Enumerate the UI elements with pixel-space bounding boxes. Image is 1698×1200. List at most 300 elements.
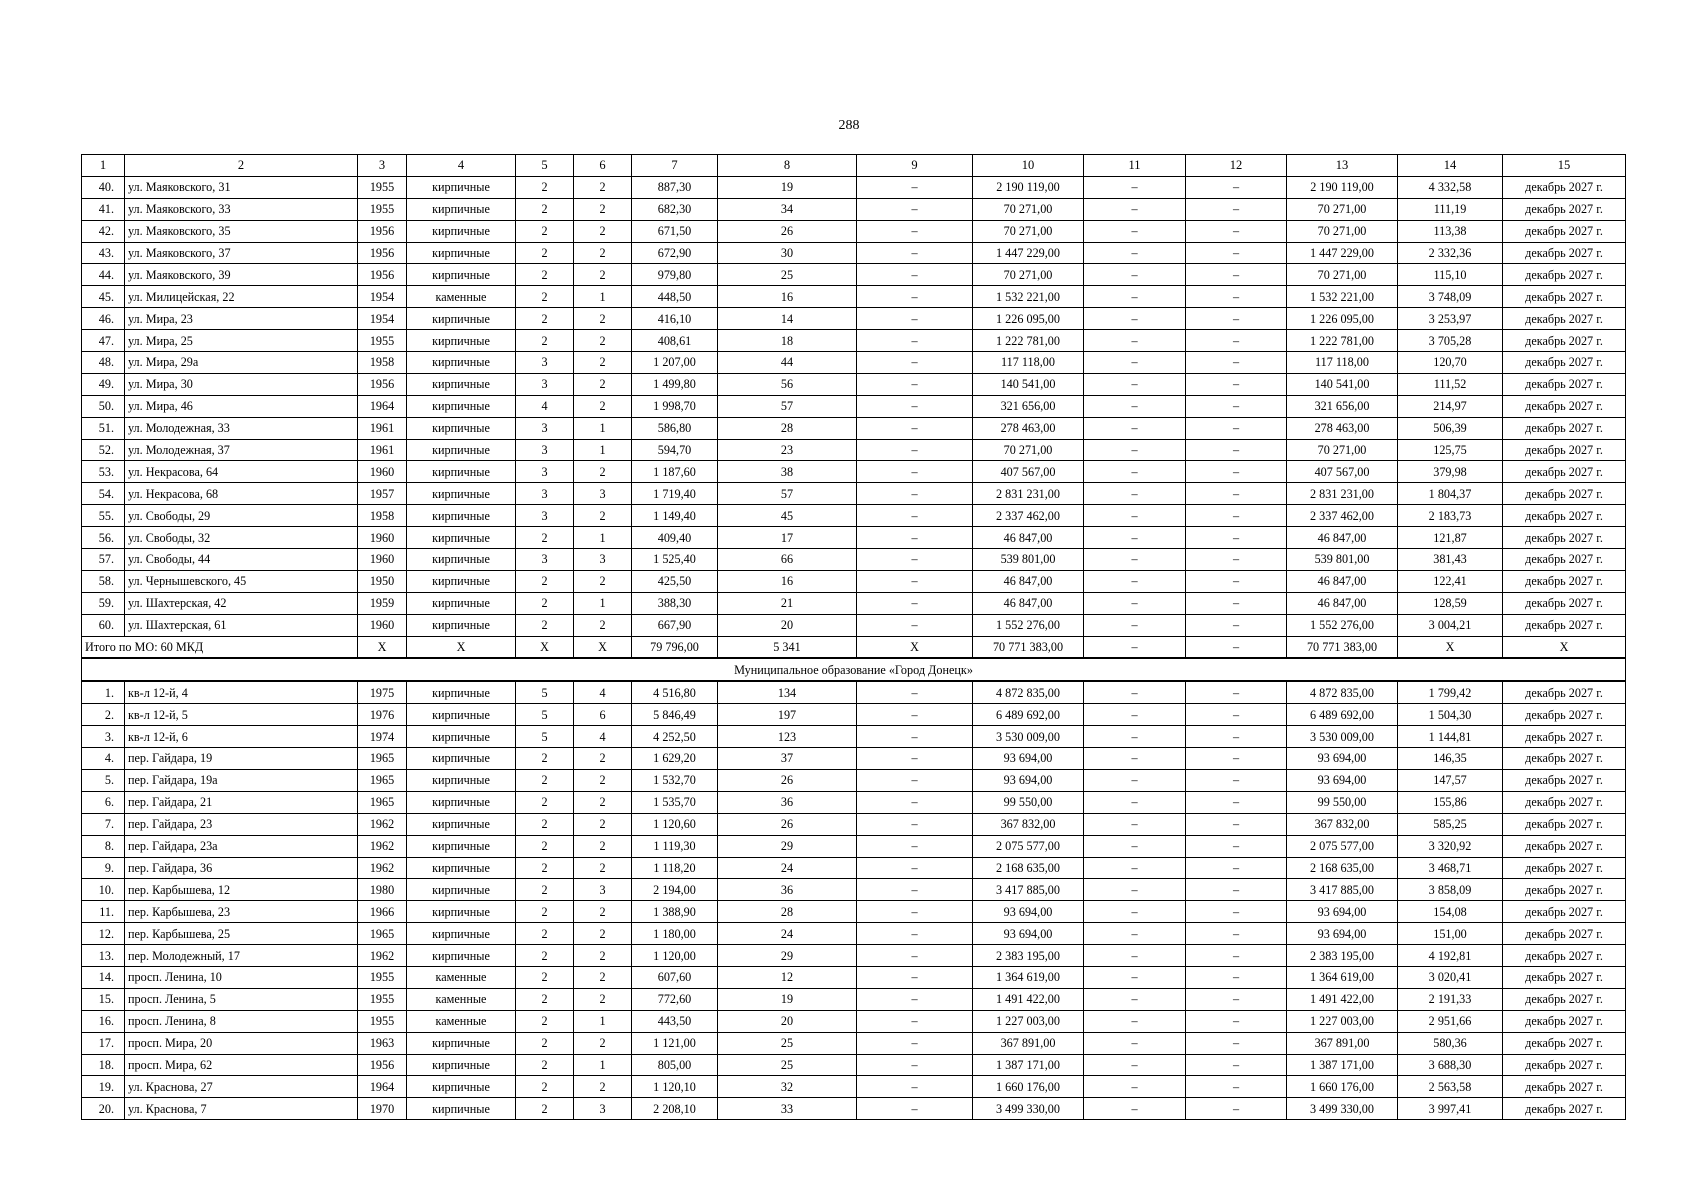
table-cell: 18. [82, 1054, 125, 1076]
table-row [82, 614, 1626, 636]
table-cell: 6 489 692,00 [1287, 704, 1398, 726]
table-cell: – [1084, 242, 1186, 264]
table-row [82, 549, 1626, 571]
table-cell: 278 463,00 [1287, 417, 1398, 439]
table-row [82, 220, 1626, 242]
table-cell: – [1084, 1076, 1186, 1098]
table-cell: 3 [574, 483, 632, 505]
table-cell: ул. Маяковского, 35 [125, 220, 358, 242]
table-cell: 2 [574, 1032, 632, 1054]
table-cell: – [1186, 417, 1287, 439]
table-cell: 1960 [358, 527, 407, 549]
table-cell: декабрь 2027 г. [1503, 1076, 1626, 1098]
table-cell: 425,50 [632, 570, 718, 592]
table-cell: 17. [82, 1032, 125, 1054]
table-cell: кв-л 12-й, 6 [125, 726, 358, 748]
table-cell: – [857, 879, 973, 901]
table-cell: ул. Мира, 29а [125, 352, 358, 374]
table-cell: – [1084, 614, 1186, 636]
table-cell: 671,50 [632, 220, 718, 242]
table-cell: 6 489 692,00 [973, 704, 1084, 726]
table-cell: 2 [516, 570, 574, 592]
table-cell: декабрь 2027 г. [1503, 242, 1626, 264]
table-cell: 26 [718, 220, 857, 242]
table-row [82, 901, 1626, 923]
table-cell: кирпичные [407, 769, 516, 791]
table-cell: пер. Гайдара, 36 [125, 857, 358, 879]
table-cell: 2 168 635,00 [1287, 857, 1398, 879]
table-cell: 1955 [358, 176, 407, 198]
table-cell: 1960 [358, 461, 407, 483]
table-cell: 44. [82, 264, 125, 286]
table-cell: – [1186, 1010, 1287, 1032]
table-cell: декабрь 2027 г. [1503, 857, 1626, 879]
table-cell: X [1503, 636, 1626, 658]
table-cell: 10 [973, 155, 1084, 177]
table-cell: – [1084, 1010, 1186, 1032]
table-cell: – [1084, 330, 1186, 352]
table-cell: ул. Молодежная, 37 [125, 439, 358, 461]
table-cell: 1955 [358, 966, 407, 988]
table-cell: кирпичные [407, 704, 516, 726]
table-cell: 2 [574, 614, 632, 636]
table-row [82, 527, 1626, 549]
table-cell: – [1084, 791, 1186, 813]
table-cell: 66 [718, 549, 857, 571]
table-cell: 93 694,00 [973, 901, 1084, 923]
table-cell: 1 120,00 [632, 945, 718, 967]
table-cell: – [1186, 923, 1287, 945]
table-cell: 3 [516, 505, 574, 527]
table-cell: 4. [82, 748, 125, 770]
table-cell: ул. Маяковского, 31 [125, 176, 358, 198]
table-cell: – [1084, 636, 1186, 658]
table-cell: 1 535,70 [632, 791, 718, 813]
table-cell: – [1186, 483, 1287, 505]
table-cell: 53. [82, 461, 125, 483]
table-cell: 45 [718, 505, 857, 527]
table-cell: 93 694,00 [973, 923, 1084, 945]
table-cell: – [1084, 527, 1186, 549]
table-cell: 448,50 [632, 286, 718, 308]
table-cell: 1 387 171,00 [973, 1054, 1084, 1076]
table-cell: 3 [358, 155, 407, 177]
table-cell: 1 998,70 [632, 395, 718, 417]
table-cell: просп. Ленина, 10 [125, 966, 358, 988]
table-cell: 43. [82, 242, 125, 264]
table-cell: ул. Маяковского, 33 [125, 198, 358, 220]
table-cell: 13. [82, 945, 125, 967]
table-cell: 50. [82, 395, 125, 417]
table-cell: 1 387 171,00 [1287, 1054, 1398, 1076]
table-cell: 443,50 [632, 1010, 718, 1032]
table-cell: – [1084, 923, 1186, 945]
table-cell: декабрь 2027 г. [1503, 835, 1626, 857]
table-cell: 1965 [358, 791, 407, 813]
table-cell: 2 [516, 220, 574, 242]
table-cell: 115,10 [1398, 264, 1503, 286]
table-cell: – [1084, 286, 1186, 308]
table-cell: – [1186, 726, 1287, 748]
table-cell: 1961 [358, 417, 407, 439]
table-cell: – [857, 704, 973, 726]
table-cell: 1 504,30 [1398, 704, 1503, 726]
table-cell: – [857, 330, 973, 352]
table-cell: 1960 [358, 549, 407, 571]
table-cell: 667,90 [632, 614, 718, 636]
table-cell: кв-л 12-й, 4 [125, 681, 358, 703]
table-cell: 26 [718, 813, 857, 835]
table-cell: кирпичные [407, 242, 516, 264]
table-cell: – [1186, 286, 1287, 308]
table-cell: – [1084, 988, 1186, 1010]
table-cell: – [1186, 570, 1287, 592]
table-cell: – [1186, 373, 1287, 395]
table-cell: – [1186, 988, 1287, 1010]
table-cell: – [857, 1032, 973, 1054]
table-cell: – [857, 352, 973, 374]
table-cell: кирпичные [407, 549, 516, 571]
table-cell: – [1186, 966, 1287, 988]
table-cell: 21 [718, 592, 857, 614]
table-cell: 3 020,41 [1398, 966, 1503, 988]
table-cell: – [1186, 549, 1287, 571]
table-cell: кирпичные [407, 352, 516, 374]
table-cell: – [857, 1098, 973, 1120]
table-cell: 5 846,49 [632, 704, 718, 726]
table-cell: 2 168 635,00 [973, 857, 1084, 879]
table-cell: – [1084, 835, 1186, 857]
table-cell: 3 [516, 483, 574, 505]
table-cell: кирпичные [407, 461, 516, 483]
table-cell: 2 [516, 988, 574, 1010]
table-cell: 49. [82, 373, 125, 395]
table-cell: 19 [718, 176, 857, 198]
table-cell: 2 [574, 570, 632, 592]
table-cell: 146,35 [1398, 748, 1503, 770]
table-cell: 3 499 330,00 [1287, 1098, 1398, 1120]
table-cell: 1964 [358, 1076, 407, 1098]
table-cell: 2 [574, 945, 632, 967]
table-cell: 2 [516, 857, 574, 879]
table-cell: 2 [516, 813, 574, 835]
table-cell: 5 [516, 681, 574, 703]
table-cell: – [857, 505, 973, 527]
table-cell: декабрь 2027 г. [1503, 264, 1626, 286]
table-cell: ул. Молодежная, 33 [125, 417, 358, 439]
table-cell: 1 388,90 [632, 901, 718, 923]
table-cell: 3 468,71 [1398, 857, 1503, 879]
table-cell: 1 121,00 [632, 1032, 718, 1054]
table-cell: 2 [516, 308, 574, 330]
table-cell: 70 271,00 [1287, 220, 1398, 242]
table-cell: кирпичные [407, 813, 516, 835]
table-cell: 140 541,00 [973, 373, 1084, 395]
table-row [82, 373, 1626, 395]
table-cell: 1964 [358, 395, 407, 417]
table-cell: декабрь 2027 г. [1503, 527, 1626, 549]
table-cell: – [1084, 505, 1186, 527]
table-cell: 19 [718, 988, 857, 1010]
table-cell: декабрь 2027 г. [1503, 614, 1626, 636]
table-cell: – [857, 748, 973, 770]
table-cell: кирпичные [407, 395, 516, 417]
table-cell: просп. Мира, 62 [125, 1054, 358, 1076]
table-cell: 2 [574, 352, 632, 374]
table-cell: – [857, 614, 973, 636]
table-cell: – [1084, 264, 1186, 286]
table-cell: 379,98 [1398, 461, 1503, 483]
table-cell: 3 [574, 879, 632, 901]
table-row [82, 1098, 1626, 1120]
table-cell: 2 [574, 901, 632, 923]
table-cell: 25 [718, 1054, 857, 1076]
table-cell: 3 [516, 549, 574, 571]
table-cell: 2 [574, 769, 632, 791]
table-cell: 6 [574, 704, 632, 726]
table-cell: 2 831 231,00 [1287, 483, 1398, 505]
table-cell: каменные [407, 286, 516, 308]
table-cell: декабрь 2027 г. [1503, 769, 1626, 791]
table-cell: 10. [82, 879, 125, 901]
table-cell: ул. Некрасова, 64 [125, 461, 358, 483]
table-cell: – [1084, 966, 1186, 988]
table-cell: 29 [718, 945, 857, 967]
table-cell: 1 227 003,00 [973, 1010, 1084, 1032]
table-cell: декабрь 2027 г. [1503, 395, 1626, 417]
table-cell: 70 271,00 [973, 439, 1084, 461]
table-cell: 5 [516, 155, 574, 177]
table-cell: 4 [516, 395, 574, 417]
table-cell: 585,25 [1398, 813, 1503, 835]
table-cell: – [1186, 636, 1287, 658]
table-cell: 140 541,00 [1287, 373, 1398, 395]
table-cell: – [1084, 1054, 1186, 1076]
table-cell: 117 118,00 [973, 352, 1084, 374]
table-row [82, 813, 1626, 835]
table-cell: – [1084, 352, 1186, 374]
table-cell: 1955 [358, 988, 407, 1010]
table-cell: кирпичные [407, 330, 516, 352]
table-cell: – [857, 286, 973, 308]
table-cell: – [1186, 242, 1287, 264]
table-cell: 70 771 383,00 [973, 636, 1084, 658]
table-cell: 2 [516, 1054, 574, 1076]
table-cell: кирпичные [407, 835, 516, 857]
table-cell: 11 [1084, 155, 1186, 177]
table-cell: ул. Маяковского, 37 [125, 242, 358, 264]
table-cell: 2 190 119,00 [973, 176, 1084, 198]
table-cell: – [1084, 570, 1186, 592]
table-cell: 407 567,00 [1287, 461, 1398, 483]
table-cell: 1 660 176,00 [973, 1076, 1084, 1098]
table-row [82, 352, 1626, 374]
table-cell: 93 694,00 [1287, 769, 1398, 791]
table-cell: 20. [82, 1098, 125, 1120]
table-cell: 17 [718, 527, 857, 549]
table-cell: – [1084, 592, 1186, 614]
table-cell: – [1186, 220, 1287, 242]
table-cell: 32 [718, 1076, 857, 1098]
table-cell: декабрь 2027 г. [1503, 286, 1626, 308]
table-cell: 46 847,00 [1287, 570, 1398, 592]
table-row [82, 769, 1626, 791]
table-cell: 5 341 [718, 636, 857, 658]
table-cell: 15. [82, 988, 125, 1010]
table-cell: 3 [516, 352, 574, 374]
table-cell: декабрь 2027 г. [1503, 176, 1626, 198]
table-cell: 4 192,81 [1398, 945, 1503, 967]
table-cell: – [1186, 857, 1287, 879]
table-cell: 506,39 [1398, 417, 1503, 439]
table-cell: – [1186, 945, 1287, 967]
table-cell: декабрь 2027 г. [1503, 988, 1626, 1010]
table-cell: 1954 [358, 308, 407, 330]
table-cell: X [1398, 636, 1503, 658]
table-cell: 2 [516, 1032, 574, 1054]
table-cell: 2 [516, 330, 574, 352]
table-cell: 70 271,00 [973, 264, 1084, 286]
table-cell: – [1186, 1032, 1287, 1054]
table-cell: ул. Некрасова, 68 [125, 483, 358, 505]
table-cell: 2 [574, 176, 632, 198]
table-cell: 1980 [358, 879, 407, 901]
table-cell: 2 [516, 1010, 574, 1032]
table-cell: 2 190 119,00 [1287, 176, 1398, 198]
table-cell: декабрь 2027 г. [1503, 308, 1626, 330]
table-cell: ул. Милицейская, 22 [125, 286, 358, 308]
table-cell: 2 [574, 308, 632, 330]
table-cell: – [1084, 417, 1186, 439]
table-cell: 7 [632, 155, 718, 177]
table-cell: 2 [574, 791, 632, 813]
table-cell: – [857, 988, 973, 1010]
table-cell: – [857, 176, 973, 198]
table-cell: – [857, 1076, 973, 1098]
table-cell: – [1186, 748, 1287, 770]
table-cell: 4 872 835,00 [973, 681, 1084, 703]
table-cell: – [857, 813, 973, 835]
table-cell: 772,60 [632, 988, 718, 1010]
table-cell: 1 499,80 [632, 373, 718, 395]
table-cell: Итого по МО: 60 МКД [82, 636, 358, 658]
table-cell: 60. [82, 614, 125, 636]
table-cell: 2 332,36 [1398, 242, 1503, 264]
table-cell: кирпичные [407, 308, 516, 330]
table-cell: 57 [718, 395, 857, 417]
table-cell: 2 [516, 592, 574, 614]
table-cell: кирпичные [407, 791, 516, 813]
table-cell: 24 [718, 923, 857, 945]
table-cell: 1 [574, 1054, 632, 1076]
table-cell: 70 771 383,00 [1287, 636, 1398, 658]
table-cell: – [857, 681, 973, 703]
table-cell: – [1084, 813, 1186, 835]
table-cell: 14 [718, 308, 857, 330]
table-cell: 1 [82, 155, 125, 177]
table-cell: 2 [516, 527, 574, 549]
table-row [82, 835, 1626, 857]
table-cell: ул. Мира, 46 [125, 395, 358, 417]
table-cell: 3 [516, 373, 574, 395]
table-cell: 2 337 462,00 [1287, 505, 1398, 527]
table-cell: – [1084, 439, 1186, 461]
table-cell: – [857, 308, 973, 330]
table-cell: – [1186, 505, 1287, 527]
table-cell: 1 491 422,00 [973, 988, 1084, 1010]
table-cell: 2 563,58 [1398, 1076, 1503, 1098]
table-cell: декабрь 2027 г. [1503, 813, 1626, 835]
table-cell: 6. [82, 791, 125, 813]
table-cell: 2 [516, 901, 574, 923]
table-cell: 2 [574, 330, 632, 352]
table-cell: – [1186, 439, 1287, 461]
table-cell: – [1186, 176, 1287, 198]
table-cell: 151,00 [1398, 923, 1503, 945]
table-cell: 36 [718, 791, 857, 813]
table-row [82, 726, 1626, 748]
table-cell: декабрь 2027 г. [1503, 417, 1626, 439]
table-row [82, 461, 1626, 483]
table-cell: 55. [82, 505, 125, 527]
table-cell: 2 [516, 791, 574, 813]
table-cell: – [857, 395, 973, 417]
table-cell: 1 364 619,00 [1287, 966, 1398, 988]
table-cell: 11. [82, 901, 125, 923]
table-cell: 70 271,00 [1287, 264, 1398, 286]
table-cell: каменные [407, 966, 516, 988]
table-cell: 1956 [358, 264, 407, 286]
table-cell: 2 [574, 264, 632, 286]
table-cell: 3 [516, 439, 574, 461]
table-cell: 381,43 [1398, 549, 1503, 571]
table-cell: кирпичные [407, 527, 516, 549]
table-cell: – [1084, 945, 1186, 967]
table-cell: 3 748,09 [1398, 286, 1503, 308]
table-cell: 41. [82, 198, 125, 220]
table-cell: 2 [574, 242, 632, 264]
table-cell: 2 383 195,00 [973, 945, 1084, 967]
table-row [82, 330, 1626, 352]
table-cell: 4 [407, 155, 516, 177]
table-row [82, 308, 1626, 330]
table-cell: – [857, 791, 973, 813]
table-cell: 79 796,00 [632, 636, 718, 658]
table-cell: пер. Гайдара, 23 [125, 813, 358, 835]
table-cell: 99 550,00 [1287, 791, 1398, 813]
table-cell: 367 832,00 [973, 813, 1084, 835]
table-cell: ул. Мира, 25 [125, 330, 358, 352]
table-cell: – [1186, 813, 1287, 835]
table-cell: 28 [718, 417, 857, 439]
table-cell: 2 075 577,00 [973, 835, 1084, 857]
table-cell: – [857, 857, 973, 879]
table-cell: – [1084, 1098, 1186, 1120]
table-cell: 147,57 [1398, 769, 1503, 791]
table-cell: 2 [516, 923, 574, 945]
table-cell: 25 [718, 1032, 857, 1054]
table-cell: 2. [82, 704, 125, 726]
table-cell: кирпичные [407, 681, 516, 703]
table-row [82, 570, 1626, 592]
table-cell: 154,08 [1398, 901, 1503, 923]
table-cell: 1 [574, 527, 632, 549]
table-cell: декабрь 2027 г. [1503, 681, 1626, 703]
table-cell: – [857, 483, 973, 505]
table-row [82, 923, 1626, 945]
table-cell: 45. [82, 286, 125, 308]
table-cell: 1955 [358, 198, 407, 220]
